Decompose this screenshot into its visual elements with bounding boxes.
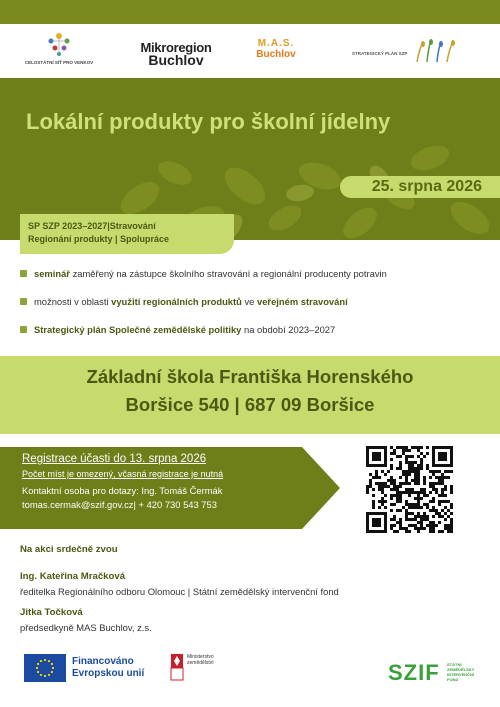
ministry-name bbox=[187, 654, 214, 666]
topic-tags-box bbox=[20, 214, 234, 254]
host-role: předsedkyně MAS Buchlov, z.s. bbox=[20, 622, 152, 633]
event-title: Lokální produkty pro školní jídelny bbox=[26, 109, 391, 134]
bullet-text: na období 2023–2027 bbox=[241, 324, 336, 335]
bullet-item bbox=[20, 268, 490, 296]
bullet-square-icon bbox=[20, 270, 27, 277]
topic-tags-line1: SP SZP 2023–2027|Stravování bbox=[28, 221, 156, 231]
top-color-band bbox=[0, 0, 500, 24]
strategicky-plan-caption: STRATEGICKÝ PLÁN SZP bbox=[352, 51, 408, 56]
bullet-square-icon bbox=[20, 326, 27, 333]
celostatni-sit-icon bbox=[39, 30, 79, 58]
partner-logos-bar bbox=[0, 24, 500, 78]
invitation-section bbox=[20, 544, 490, 633]
bullet-bold: seminář bbox=[34, 268, 70, 279]
invitation-heading: Na akci srdečně zvou bbox=[20, 544, 118, 555]
szif-sub-line: ZEMĚDĚLSKÝ bbox=[447, 667, 475, 672]
topic-tags-line2: Regionání produkty | Spolupráce bbox=[28, 234, 170, 244]
host-name: Jitka Točková bbox=[20, 607, 83, 618]
mikroregion-logo-line2: Buchlov bbox=[148, 52, 204, 68]
mas-logo-line1: M.A.S. bbox=[257, 38, 295, 49]
strategicky-plan-logo bbox=[352, 38, 482, 62]
host-person bbox=[20, 607, 490, 633]
bullet-bold: Strategický plán Společné zemědělské politiky bbox=[34, 324, 242, 335]
host-role: ředitelka Regionálního odboru Olomouc | Státní zemědělský intervenční fond bbox=[20, 586, 339, 597]
mas-logo-line2: Buchlov bbox=[256, 49, 296, 60]
contact-email-phone[interactable]: tomas.cermak@szif.gov.cz| + 420 730 543 753 bbox=[22, 499, 217, 510]
registration-deadline-link[interactable]: Registrace účasti do 13. srpna 2026 bbox=[22, 453, 207, 465]
bullet-text: možnosti v oblasti bbox=[34, 296, 112, 307]
host-name: Ing. Kateřina Mračková bbox=[20, 571, 126, 582]
mikroregion-logo-line1: Mikroregion bbox=[140, 40, 212, 55]
ministry-line1: Ministerstvo bbox=[187, 654, 214, 660]
venue-banner bbox=[0, 356, 500, 434]
mikroregion-buchlov-logo bbox=[134, 40, 218, 68]
szif-sub-line: STÁTNÍ bbox=[447, 662, 462, 667]
szif-sub-line: FOND bbox=[447, 677, 459, 682]
registration-info bbox=[22, 453, 322, 510]
host-person bbox=[20, 571, 490, 597]
bullet-text: zaměřený na zástupce školního stravování a regionální producenty potravin bbox=[69, 268, 387, 279]
event-date: 25. srpna 2026 bbox=[371, 178, 482, 195]
ministry-logo bbox=[170, 652, 230, 686]
szif-sub-line: INTERVENČNÍ bbox=[447, 672, 475, 677]
ministry-line2: zemědělství bbox=[187, 660, 214, 666]
celostatni-sit-logo bbox=[22, 30, 96, 65]
szif-logo-subtitle bbox=[447, 662, 474, 682]
program-bullets bbox=[20, 268, 490, 352]
eu-stars-icon bbox=[24, 654, 66, 682]
wheat-ears-icon bbox=[411, 38, 459, 62]
venue-address: Boršice 540 | 687 09 Boršice bbox=[125, 394, 375, 415]
bullet-item bbox=[20, 296, 490, 324]
bullet-text: ve bbox=[241, 296, 257, 307]
szif-logo: SZIF bbox=[388, 660, 440, 685]
eu-funding-line1: Financováno bbox=[72, 656, 134, 667]
bullet-bold: využití regionálních produktů bbox=[111, 296, 242, 307]
eu-flag-logo bbox=[24, 654, 66, 682]
registration-qr-code[interactable] bbox=[366, 446, 453, 533]
bullet-square-icon bbox=[20, 298, 27, 305]
eu-funding-text bbox=[72, 656, 144, 680]
registration-capacity-note[interactable]: Počet míst je omezený, včasná registrace je nutná bbox=[22, 469, 224, 479]
mas-buchlov-logo bbox=[255, 38, 297, 60]
eu-funding-line2: Evropskou unií bbox=[72, 668, 145, 679]
celostatni-sit-caption: CELOSTÁTNÍ SÍŤ PRO VENKOV bbox=[24, 60, 94, 65]
ministry-emblem-icon bbox=[170, 652, 184, 682]
contact-person: Kontaktní osoba pro dotazy: Ing. Tomáš Čermák bbox=[22, 485, 223, 496]
venue-name: Základní škola Františka Horenského bbox=[86, 366, 414, 387]
bullet-item bbox=[20, 324, 490, 352]
bullet-bold: veřejném stravování bbox=[257, 296, 348, 307]
